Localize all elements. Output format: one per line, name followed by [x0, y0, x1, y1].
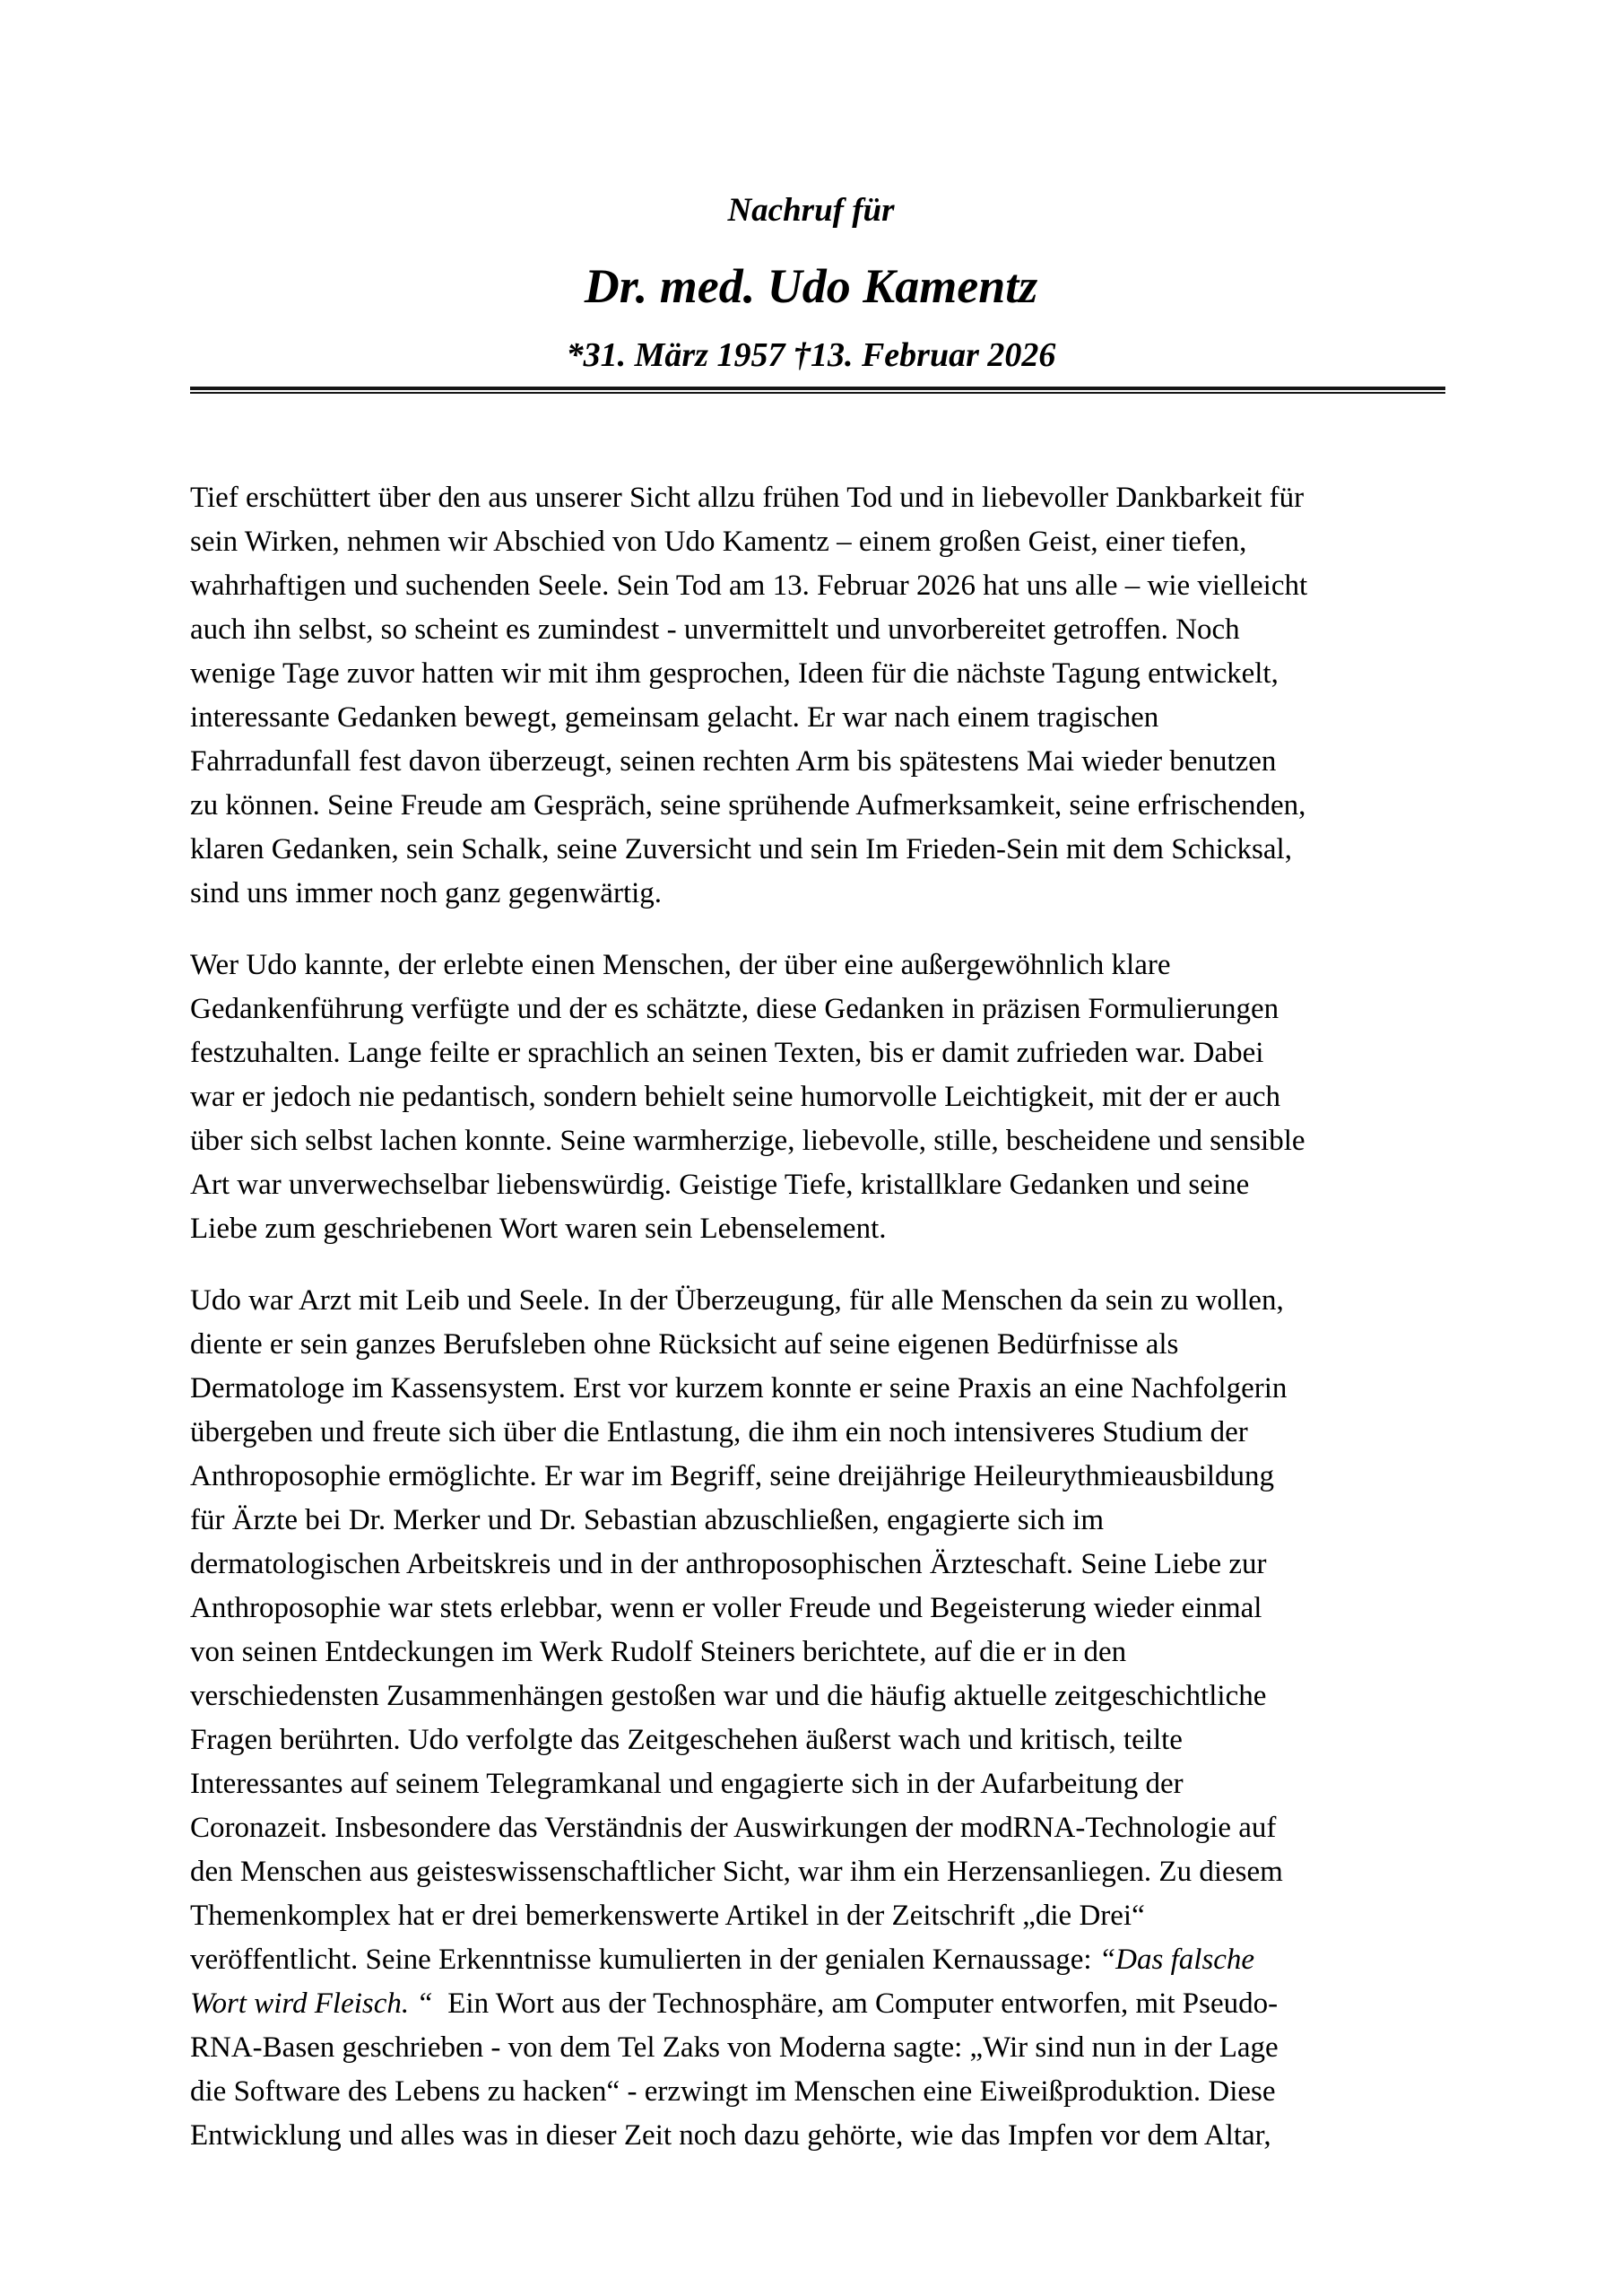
text-line [190, 1587, 1479, 1631]
text-line [190, 1279, 1479, 1323]
text-line [190, 1119, 1479, 1163]
text-line [190, 1718, 1479, 1762]
text-segment: Dermatologe im Kassensystem. Erst vor kurzem konnte er seine Praxis an eine Nachfolgerin [190, 1371, 1288, 1405]
text-line [190, 696, 1479, 740]
text-segment: Fragen berührten. Udo verfolgte das Zeitgeschehen äußerst wach und kritisch, teilte [190, 1723, 1183, 1756]
text-line [190, 1207, 1479, 1251]
text-segment: sein Wirken, nehmen wir Abschied von Udo Kamentz – einem großen Geist, einer tiefen, [190, 525, 1247, 558]
text-segment: von seinen Entdeckungen im Werk Rudolf Steiners berichtete, auf die er in den [190, 1635, 1127, 1668]
text-line [190, 872, 1479, 916]
obituary-kicker: Nachruf für [727, 192, 895, 229]
text-segment: veröffentlicht. Seine Erkenntnisse kumulierten in der genialen Kernaussage: [190, 1943, 1099, 1976]
text-line [190, 1982, 1479, 2026]
text-line [190, 1762, 1479, 1806]
text-line [190, 1031, 1479, 1075]
text-line [190, 1806, 1479, 1850]
text-segment: war er jedoch nie pedantisch, sondern behielt seine humorvolle Leichtigkeit, mit der er auch [190, 1080, 1280, 1113]
text-line [190, 1499, 1479, 1543]
obituary-dates: *31. März 1957 †13. Februar 2026 [566, 336, 1056, 375]
document-header [0, 0, 1622, 394]
text-segment: Art war unverwechselbar liebenswürdig. Geistige Tiefe, kristallklare Gedanken und seine [190, 1168, 1250, 1201]
text-segment: Entwicklung und alles was in dieser Zeit noch dazu gehörte, wie das Impfen vor dem Altar, [190, 2118, 1271, 2152]
text-segment: übergeben und freute sich über die Entlastung, die ihm ein noch intensiveres Studium der [190, 1415, 1248, 1448]
text-line [190, 1850, 1479, 1894]
text-line [190, 1455, 1479, 1499]
text-segment: interessante Gedanken bewegt, gemeinsam gelacht. Er war nach einem tragischen [190, 700, 1159, 734]
text-segment: festzuhalten. Lange feilte er sprachlich an seinen Texten, bis er damit zufrieden war. Dabei [190, 1036, 1264, 1069]
text-segment: sind uns immer noch ganz gegenwärtig. [190, 876, 663, 909]
text-line [190, 2026, 1479, 2070]
text-line [190, 564, 1479, 608]
paragraph [190, 476, 1479, 916]
text-segment: wahrhaftigen und suchenden Seele. Sein Tod am 13. Februar 2026 hat uns alle – wie vielleicht [190, 569, 1308, 602]
text-segment: Gedankenführung verfügte und der es schätzte, diese Gedanken in präzisen Formulierungen [190, 992, 1279, 1025]
text-segment: den Menschen aus geisteswissenschaftlicher Sicht, war ihm ein Herzensanliegen. Zu diesem [190, 1855, 1283, 1888]
text-segment: Wer Udo kannte, der erlebte einen Menschen, der über eine außergewöhnlich klare [190, 948, 1171, 981]
text-segment: dermatologischen Arbeitskreis und in der anthroposophischen Ärzteschaft. Seine Liebe zur [190, 1547, 1267, 1580]
text-line [190, 1543, 1479, 1587]
italic-text-segment: Wort wird Fleisch. “ [190, 1987, 433, 2020]
text-line [190, 828, 1479, 872]
text-segment: Udo war Arzt mit Leib und Seele. In der Überzeugung, für alle Menschen da sein zu wollen, [190, 1283, 1284, 1317]
text-line [190, 1323, 1479, 1367]
text-line [190, 944, 1479, 987]
obituary-title: Dr. med. Udo Kamentz [584, 259, 1038, 314]
text-segment: Ein Wort aus der Technosphäre, am Computer entworfen, mit Pseudo- [432, 1987, 1279, 2020]
text-segment: wenige Tage zuvor hatten wir mit ihm gesprochen, Ideen für die nächste Tagung entwickelt, [190, 657, 1279, 690]
text-line [190, 1674, 1479, 1718]
text-line [190, 1367, 1479, 1411]
text-line [190, 652, 1479, 696]
text-segment: Coronazeit. Insbesondere das Verständnis der Auswirkungen der modRNA-Technologie auf [190, 1811, 1277, 1844]
text-line [190, 476, 1479, 520]
text-segment: über sich selbst lachen konnte. Seine warmherzige, liebevolle, stille, bescheidene und sensible [190, 1124, 1305, 1157]
text-segment: klaren Gedanken, sein Schalk, seine Zuversicht und sein Im Frieden-Sein mit dem Schicksal, [190, 832, 1292, 865]
text-line [190, 2070, 1479, 2114]
text-segment: zu können. Seine Freude am Gespräch, seine sprühende Aufmerksamkeit, seine erfrischenden, [190, 788, 1306, 822]
text-line [190, 1938, 1479, 1982]
text-line [190, 1411, 1479, 1455]
text-segment: Anthroposophie ermöglichte. Er war im Begriff, seine dreijährige Heileurythmieausbildung [190, 1459, 1275, 1492]
text-segment: Liebe zum geschriebenen Wort waren sein Lebenselement. [190, 1212, 887, 1245]
text-line [190, 1631, 1479, 1674]
text-line [190, 520, 1479, 564]
text-segment: diente er sein ganzes Berufsleben ohne Rücksicht auf seine eigenen Bedürfnisse als [190, 1327, 1179, 1361]
text-line [190, 608, 1479, 652]
text-line [190, 987, 1479, 1031]
text-segment: auch ihn selbst, so scheint es zumindest - unvermittelt und unvorbereitet getroffen. Noch [190, 613, 1240, 646]
italic-text-segment: “Das falsche [1098, 1943, 1255, 1976]
text-line [190, 2114, 1479, 2158]
text-segment: Fahrradunfall fest davon überzeugt, seinen rechten Arm bis spätestens Mai wieder benutzen [190, 744, 1277, 778]
text-segment: Interessantes auf seinem Telegramkanal und engagierte sich in der Aufarbeitung der [190, 1767, 1184, 1800]
paragraph [190, 1279, 1479, 2158]
document-body [190, 476, 1479, 2158]
text-segment: Anthroposophie war stets erlebbar, wenn er voller Freude und Begeisterung wieder einmal [190, 1591, 1262, 1624]
text-segment: Themenkomplex hat er drei bemerkenswerte Artikel in der Zeitschrift „die Drei“ [190, 1899, 1145, 1932]
text-line [190, 784, 1479, 828]
text-segment: Tief erschüttert über den aus unserer Sicht allzu frühen Tod und in liebevoller Dankbarkeit für [190, 481, 1305, 514]
text-line [190, 740, 1479, 784]
text-segment: die Software des Lebens zu hacken“ - erzwingt im Menschen eine Eiweißproduktion. Diese [190, 2074, 1276, 2108]
text-segment: für Ärzte bei Dr. Merker und Dr. Sebastian abzuschließen, engagierte sich im [190, 1503, 1104, 1536]
text-segment: verschiedensten Zusammenhängen gestoßen war und die häufig aktuelle zeitgeschichtliche [190, 1679, 1267, 1712]
paragraph [190, 944, 1479, 1251]
header-rule [190, 387, 1445, 394]
text-segment: RNA-Basen geschrieben - von dem Tel Zaks von Moderna sagte: „Wir sind nun in der Lage [190, 2031, 1279, 2064]
text-line [190, 1163, 1479, 1207]
text-line [190, 1894, 1479, 1938]
text-line [190, 1075, 1479, 1119]
